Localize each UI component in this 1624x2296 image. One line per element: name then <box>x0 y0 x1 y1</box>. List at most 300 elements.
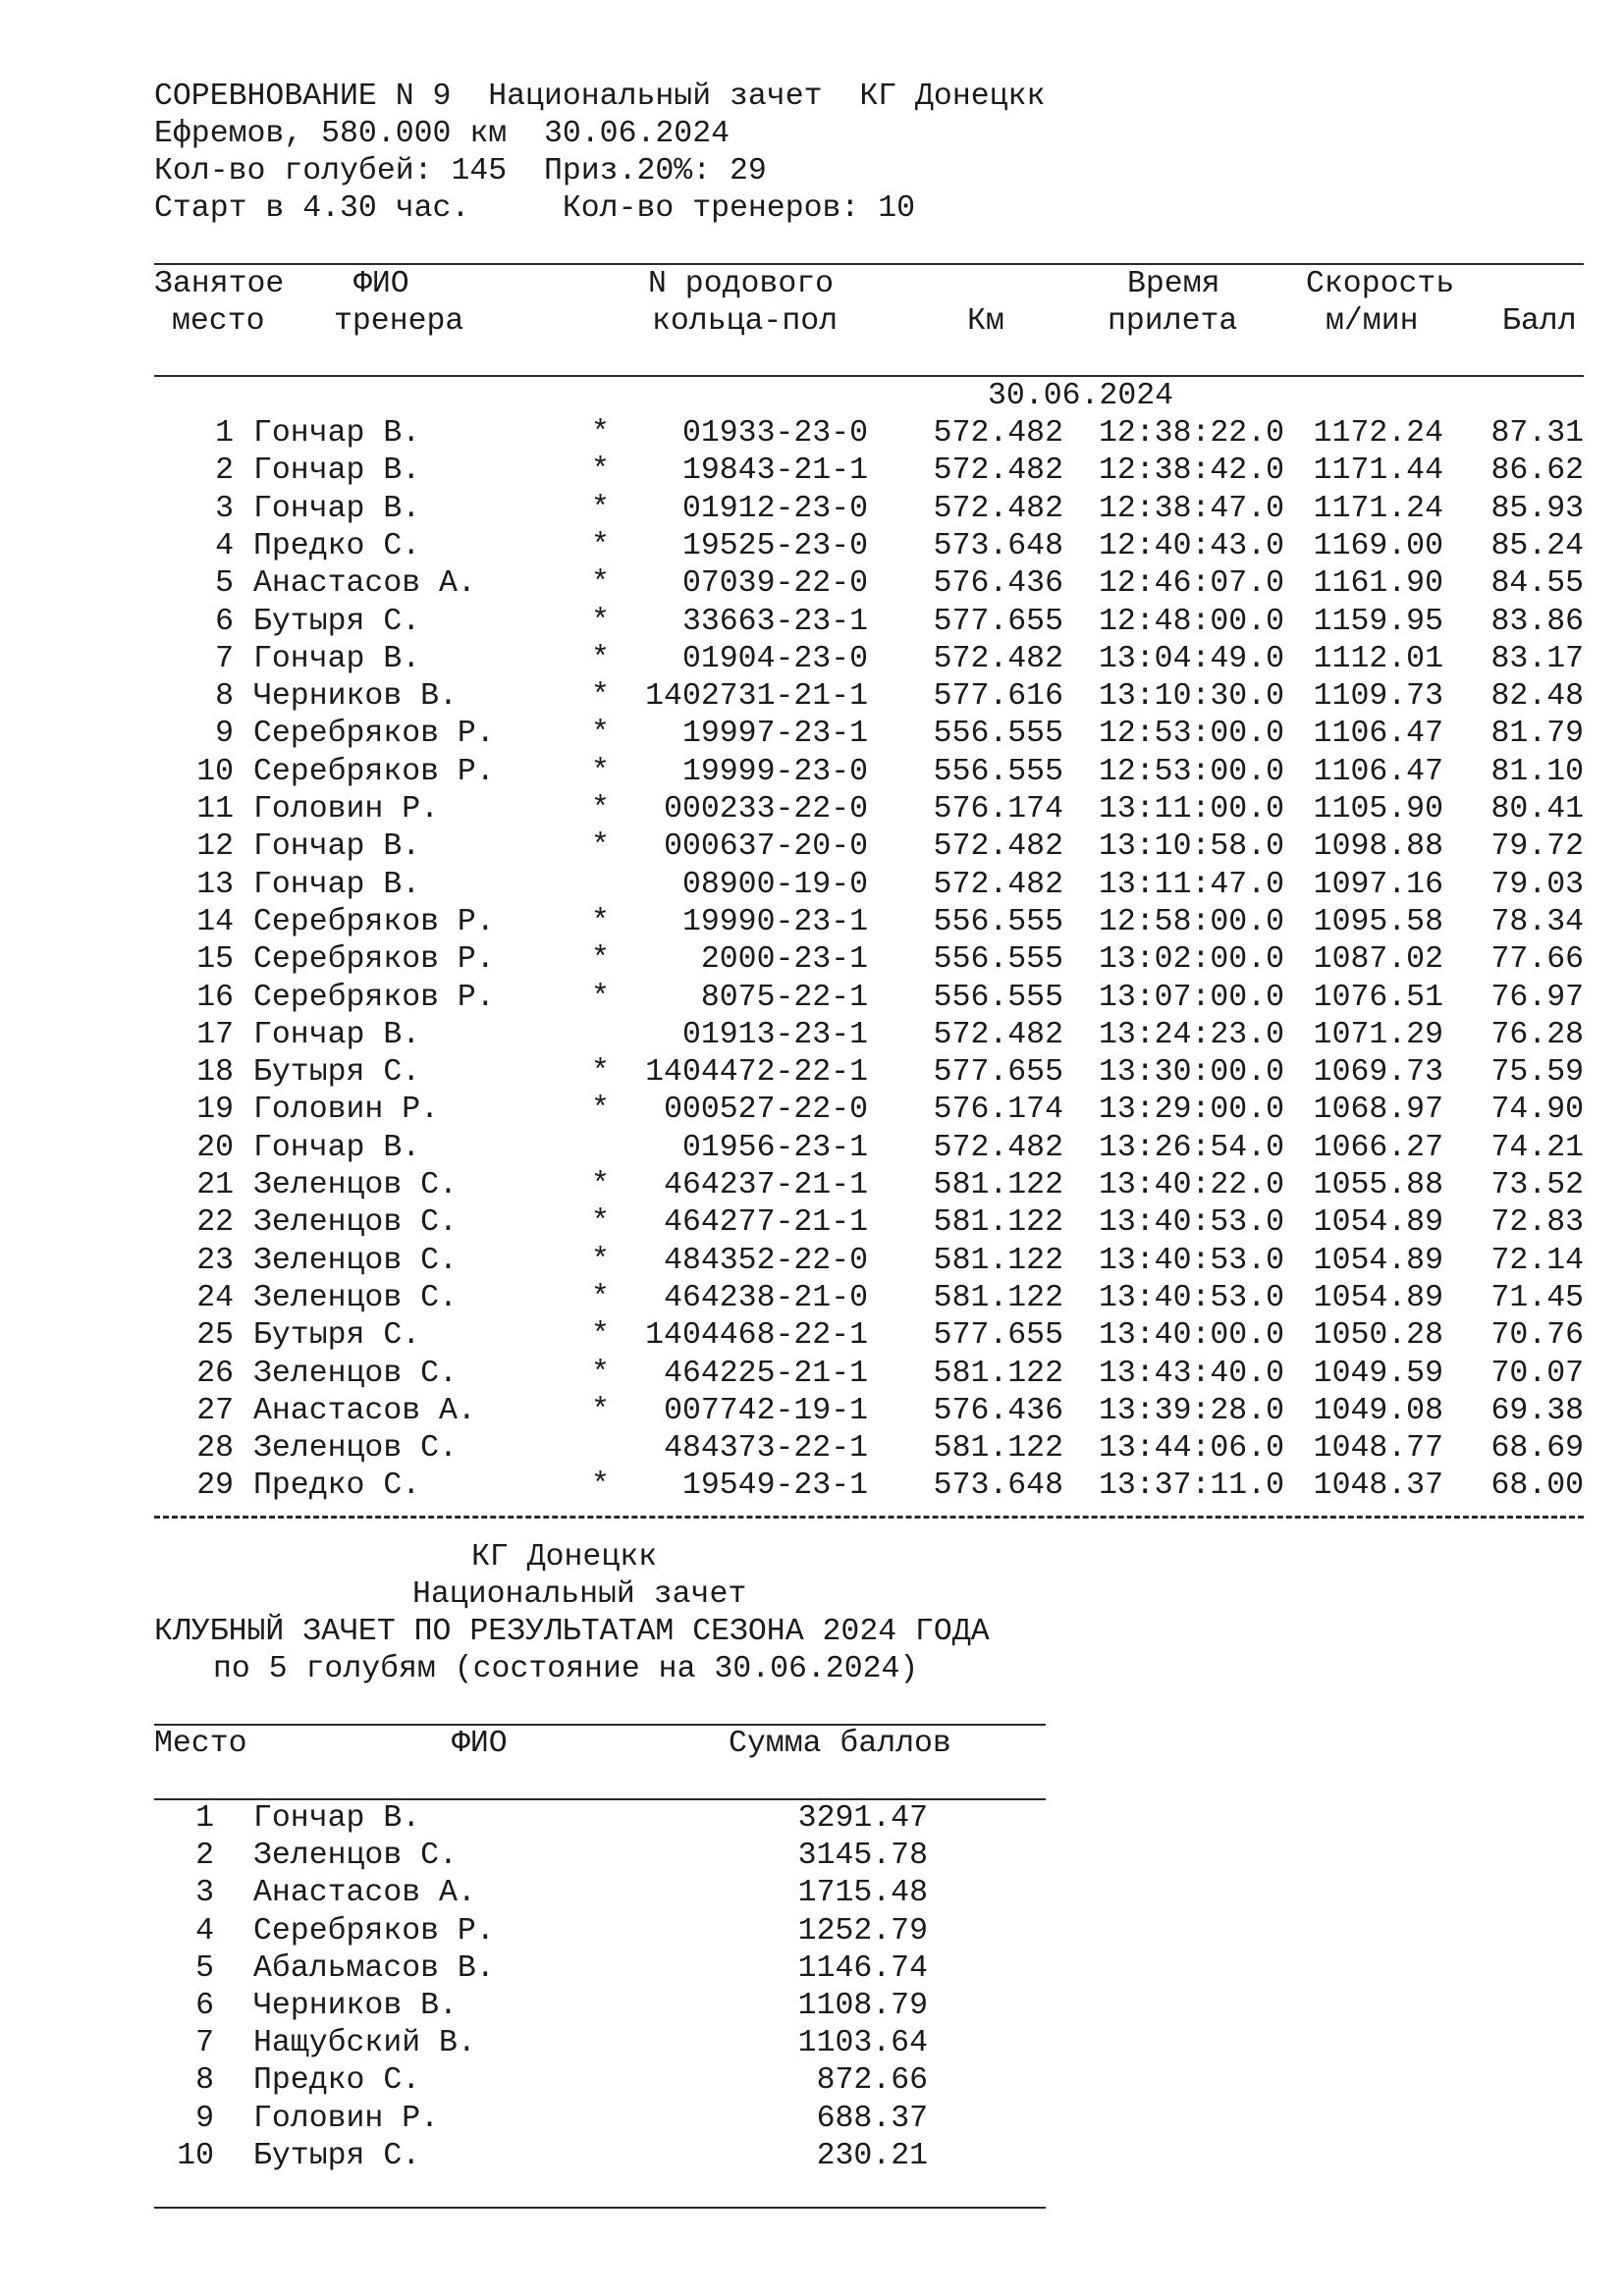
table-row <box>0 1167 1624 1204</box>
club-row-place: 10 <box>177 2138 214 2173</box>
table-row <box>0 528 1624 565</box>
row-speed: 1068.97 <box>1313 1093 1443 1128</box>
row-mark: * <box>591 641 610 676</box>
results-date-row: 30.06.2024 <box>988 379 1174 413</box>
row-arrival-time: 13:37:11.0 <box>1098 1468 1284 1504</box>
row-place: 10 <box>196 754 234 789</box>
club-row-name: Бутыря С. <box>253 2138 421 2173</box>
table-row <box>0 415 1624 453</box>
table-header-rule <box>154 375 1584 377</box>
col-header-name-2: тренера <box>334 304 464 339</box>
club-row-sum: 230.21 <box>816 2138 928 2173</box>
row-ring-number: 1402731-21-1 <box>645 679 868 715</box>
row-points: 84.55 <box>1490 566 1584 602</box>
table-row <box>0 1130 1624 1167</box>
row-speed: 1109.73 <box>1313 679 1443 715</box>
row-ring-number: 1404468-22-1 <box>645 1318 868 1354</box>
row-place: 9 <box>215 717 234 752</box>
club-row-place: 2 <box>195 1839 214 1874</box>
club-row-place: 6 <box>195 1989 214 2023</box>
club-col-header-place: Место <box>154 1727 247 1761</box>
col-header-place-2: место <box>172 304 265 339</box>
row-distance-km: 572.482 <box>933 867 1063 902</box>
club-row-sum: 3145.78 <box>797 1839 928 1874</box>
row-ring-number: 01933-23-0 <box>681 416 868 451</box>
row-mark: * <box>591 754 610 789</box>
club-row-place: 7 <box>195 2026 214 2061</box>
row-trainer-name: Гончар В. <box>253 829 421 865</box>
table-row <box>0 941 1624 979</box>
row-arrival-time: 13:40:53.0 <box>1098 1280 1284 1315</box>
row-mark: * <box>591 1356 610 1391</box>
club-row-place: 5 <box>195 1950 214 1986</box>
row-place: 18 <box>196 1055 234 1091</box>
col-header-time-2: прилета <box>1108 304 1238 339</box>
table-top-rule <box>154 263 1584 265</box>
row-place: 1 <box>215 416 234 451</box>
row-distance-km: 556.555 <box>933 904 1063 939</box>
row-ring-number: 19997-23-1 <box>681 717 868 752</box>
table-row <box>0 641 1624 678</box>
row-place: 14 <box>196 904 234 939</box>
row-distance-km: 572.482 <box>933 1017 1063 1052</box>
row-trainer-name: Анастасов А. <box>253 1393 476 1428</box>
row-trainer-name: Серебряков Р. <box>253 904 495 939</box>
club-row-sum: 1103.64 <box>797 2026 928 2061</box>
row-place: 3 <box>215 491 234 526</box>
row-points: 74.21 <box>1490 1130 1584 1165</box>
row-distance-km: 572.482 <box>933 1130 1063 1165</box>
row-distance-km: 572.482 <box>933 641 1063 676</box>
row-arrival-time: 12:53:00.0 <box>1098 717 1284 752</box>
row-trainer-name: Бутыря С. <box>253 604 421 639</box>
list-item <box>0 1838 1624 1875</box>
row-mark: * <box>591 491 610 526</box>
row-speed: 1054.89 <box>1313 1243 1443 1278</box>
row-ring-number: 000637-20-0 <box>664 829 868 865</box>
row-ring-number: 464238-21-0 <box>664 1280 868 1315</box>
row-speed: 1171.44 <box>1313 454 1443 489</box>
table-row <box>0 1017 1624 1054</box>
list-item <box>0 1875 1624 1912</box>
row-speed: 1095.58 <box>1313 904 1443 939</box>
row-speed: 1055.88 <box>1313 1168 1443 1202</box>
row-speed: 1098.88 <box>1313 829 1443 865</box>
row-distance-km: 581.122 <box>933 1431 1063 1467</box>
club-row-sum: 1252.79 <box>797 1913 928 1949</box>
row-ring-number: 01913-23-1 <box>681 1017 868 1052</box>
row-speed: 1076.51 <box>1313 980 1443 1015</box>
list-item <box>0 1988 1624 2025</box>
row-place: 13 <box>196 867 234 902</box>
row-distance-km: 573.648 <box>933 528 1063 563</box>
row-speed: 1049.08 <box>1313 1393 1443 1428</box>
row-distance-km: 572.482 <box>933 829 1063 865</box>
row-speed: 1050.28 <box>1313 1318 1443 1354</box>
row-trainer-name: Зеленцов С. <box>253 1205 458 1241</box>
row-speed: 1106.47 <box>1313 717 1443 752</box>
row-distance-km: 556.555 <box>933 754 1063 789</box>
row-trainer-name: Гончар В. <box>253 641 421 676</box>
row-trainer-name: Гончар В. <box>253 491 421 526</box>
row-arrival-time: 13:30:00.0 <box>1098 1055 1284 1091</box>
club-row-sum: 3291.47 <box>797 1801 928 1836</box>
row-points: 70.76 <box>1490 1318 1584 1354</box>
row-trainer-name: Зеленцов С. <box>253 1356 458 1391</box>
table-row <box>0 491 1624 528</box>
row-speed: 1105.90 <box>1313 792 1443 827</box>
row-mark: * <box>591 1468 610 1504</box>
row-points: 74.90 <box>1490 1093 1584 1128</box>
col-header-name-1: ФИО <box>353 267 409 301</box>
row-place: 15 <box>196 942 234 978</box>
row-arrival-time: 13:29:00.0 <box>1098 1093 1284 1128</box>
row-mark: * <box>591 1280 610 1315</box>
club-row-name: Анастасов А. <box>253 1876 476 1911</box>
club-title-1: КГ Донецкк <box>471 1540 658 1575</box>
table-row <box>0 1393 1624 1430</box>
row-mark: * <box>591 679 610 715</box>
row-speed: 1097.16 <box>1313 867 1443 902</box>
row-distance-km: 572.482 <box>933 491 1063 526</box>
row-trainer-name: Предко С. <box>253 1468 421 1504</box>
row-ring-number: 19843-21-1 <box>681 454 868 489</box>
col-header-speed-2: м/мин <box>1326 304 1419 339</box>
row-trainer-name: Гончар В. <box>253 867 421 902</box>
row-distance-km: 576.174 <box>933 792 1063 827</box>
row-trainer-name: Серебряков Р. <box>253 717 495 752</box>
row-points: 76.97 <box>1490 980 1584 1015</box>
row-points: 68.00 <box>1490 1468 1584 1504</box>
row-ring-number: 01904-23-0 <box>681 641 868 676</box>
row-mark: * <box>591 980 610 1015</box>
row-points: 87.31 <box>1490 416 1584 451</box>
row-points: 79.03 <box>1490 867 1584 902</box>
club-row-name: Черников В. <box>253 1989 458 2023</box>
row-points: 82.48 <box>1490 679 1584 715</box>
row-arrival-time: 12:40:43.0 <box>1098 528 1284 563</box>
row-place: 6 <box>215 604 234 639</box>
club-col-header-sum: Сумма баллов <box>729 1727 951 1761</box>
col-header-ring-2: кольца-пол <box>652 304 839 339</box>
row-ring-number: 01912-23-0 <box>681 491 868 526</box>
row-distance-km: 581.122 <box>933 1168 1063 1202</box>
row-speed: 1066.27 <box>1313 1130 1443 1165</box>
row-trainer-name: Серебряков Р. <box>253 754 495 789</box>
row-arrival-time: 13:10:58.0 <box>1098 829 1284 865</box>
row-mark: * <box>591 942 610 978</box>
row-distance-km: 576.436 <box>933 1393 1063 1428</box>
row-mark: * <box>591 1318 610 1354</box>
row-place: 29 <box>196 1468 234 1504</box>
release-point-line: Ефремов, 580.000 км 30.06.2024 <box>154 117 730 151</box>
table-row <box>0 453 1624 490</box>
row-mark: * <box>591 528 610 563</box>
table-row <box>0 904 1624 941</box>
row-trainer-name: Серебряков Р. <box>253 980 495 1015</box>
row-speed: 1049.59 <box>1313 1356 1443 1391</box>
row-distance-km: 556.555 <box>933 980 1063 1015</box>
col-header-speed-1: Скорость <box>1306 267 1455 301</box>
club-row-place: 1 <box>195 1801 214 1836</box>
club-row-name: Нащубский В. <box>253 2026 476 2061</box>
row-points: 81.79 <box>1490 717 1584 752</box>
row-arrival-time: 12:53:00.0 <box>1098 754 1284 789</box>
row-ring-number: 464277-21-1 <box>664 1205 868 1241</box>
row-distance-km: 581.122 <box>933 1280 1063 1315</box>
row-trainer-name: Гончар В. <box>253 416 421 451</box>
row-ring-number: 01956-23-1 <box>681 1130 868 1165</box>
row-ring-number: 464237-21-1 <box>664 1168 868 1202</box>
col-header-ring-1: N родового <box>648 267 835 301</box>
row-place: 16 <box>196 980 234 1015</box>
row-place: 8 <box>215 679 234 715</box>
table-row <box>0 754 1624 791</box>
row-points: 76.28 <box>1490 1017 1584 1052</box>
row-points: 78.34 <box>1490 904 1584 939</box>
row-speed: 1159.95 <box>1313 604 1443 639</box>
row-points: 72.14 <box>1490 1243 1584 1278</box>
row-points: 69.38 <box>1490 1393 1584 1428</box>
row-speed: 1171.24 <box>1313 491 1443 526</box>
row-speed: 1087.02 <box>1313 942 1443 978</box>
row-trainer-name: Бутыря С. <box>253 1055 421 1091</box>
row-distance-km: 581.122 <box>933 1243 1063 1278</box>
row-place: 23 <box>196 1243 234 1278</box>
row-ring-number: 484352-22-0 <box>664 1243 868 1278</box>
row-speed: 1048.77 <box>1313 1431 1443 1467</box>
row-distance-km: 576.436 <box>933 566 1063 602</box>
row-arrival-time: 13:39:28.0 <box>1098 1393 1284 1428</box>
club-row-sum: 1146.74 <box>797 1950 928 1986</box>
row-arrival-time: 13:40:53.0 <box>1098 1205 1284 1241</box>
row-trainer-name: Зеленцов С. <box>253 1168 458 1202</box>
row-speed: 1106.47 <box>1313 754 1443 789</box>
row-points: 75.59 <box>1490 1055 1584 1091</box>
club-row-place: 8 <box>195 2063 214 2099</box>
row-arrival-time: 12:48:00.0 <box>1098 604 1284 639</box>
row-place: 4 <box>215 528 234 563</box>
row-ring-number: 464225-21-1 <box>664 1356 868 1391</box>
row-trainer-name: Бутыря С. <box>253 1318 421 1354</box>
row-mark: * <box>591 1093 610 1128</box>
row-arrival-time: 13:40:22.0 <box>1098 1168 1284 1202</box>
row-arrival-time: 12:46:07.0 <box>1098 566 1284 602</box>
club-col-header-name: ФИО <box>452 1727 508 1761</box>
table-row <box>0 1054 1624 1092</box>
row-trainer-name: Головин Р. <box>253 792 440 827</box>
row-points: 72.83 <box>1490 1205 1584 1241</box>
club-row-name: Абальмасов В. <box>253 1950 495 1986</box>
row-speed: 1054.89 <box>1313 1205 1443 1241</box>
table-row <box>0 1317 1624 1355</box>
row-distance-km: 576.174 <box>933 1093 1063 1128</box>
row-mark: * <box>591 792 610 827</box>
row-arrival-time: 13:44:06.0 <box>1098 1431 1284 1467</box>
row-ring-number: 007742-19-1 <box>664 1393 868 1428</box>
table-row <box>0 791 1624 828</box>
row-trainer-name: Зеленцов С. <box>253 1431 458 1467</box>
row-speed: 1054.89 <box>1313 1280 1443 1315</box>
row-points: 85.93 <box>1490 491 1584 526</box>
row-place: 20 <box>196 1130 234 1165</box>
club-row-name: Зеленцов С. <box>253 1839 458 1874</box>
row-distance-km: 577.655 <box>933 604 1063 639</box>
club-title-3: КЛУБНЫЙ ЗАЧЕТ ПО РЕЗУЛЬТАТАМ СЕЗОНА 2024 ГОДА <box>154 1615 990 1649</box>
row-distance-km: 577.655 <box>933 1318 1063 1354</box>
table-row <box>0 980 1624 1017</box>
row-arrival-time: 13:43:40.0 <box>1098 1356 1284 1391</box>
row-trainer-name: Предко С. <box>253 528 421 563</box>
row-trainer-name: Зеленцов С. <box>253 1243 458 1278</box>
row-mark: * <box>591 904 610 939</box>
row-arrival-time: 12:38:22.0 <box>1098 416 1284 451</box>
row-trainer-name: Серебряков Р. <box>253 942 495 978</box>
list-item <box>0 1800 1624 1838</box>
table-row <box>0 1092 1624 1129</box>
row-place: 7 <box>215 641 234 676</box>
row-speed: 1169.00 <box>1313 528 1443 563</box>
row-points: 79.72 <box>1490 829 1584 865</box>
row-arrival-time: 12:58:00.0 <box>1098 904 1284 939</box>
row-arrival-time: 12:38:47.0 <box>1098 491 1284 526</box>
row-distance-km: 572.482 <box>933 416 1063 451</box>
row-arrival-time: 13:26:54.0 <box>1098 1130 1284 1165</box>
row-mark: * <box>591 1243 610 1278</box>
col-header-time-1: Время <box>1127 267 1220 301</box>
row-place: 22 <box>196 1205 234 1241</box>
row-points: 80.41 <box>1490 792 1584 827</box>
club-row-name: Серебряков Р. <box>253 1913 495 1949</box>
list-item <box>0 2062 1624 2100</box>
table-row <box>0 1468 1624 1505</box>
club-row-sum: 872.66 <box>816 2063 928 2099</box>
club-row-sum: 688.37 <box>816 2101 928 2136</box>
row-trainer-name: Анастасов А. <box>253 566 476 602</box>
row-points: 85.24 <box>1490 528 1584 563</box>
row-ring-number: 000233-22-0 <box>664 792 868 827</box>
row-points: 86.62 <box>1490 454 1584 489</box>
club-title-4: по 5 голубям (состояние на 30.06.2024) <box>213 1652 919 1686</box>
row-distance-km: 581.122 <box>933 1205 1063 1241</box>
row-mark: * <box>591 454 610 489</box>
table-row <box>0 1356 1624 1393</box>
table-row <box>0 604 1624 641</box>
table-row <box>0 1243 1624 1280</box>
row-mark: * <box>591 604 610 639</box>
row-arrival-time: 13:40:00.0 <box>1098 1318 1284 1354</box>
row-ring-number: 19525-23-0 <box>681 528 868 563</box>
row-speed: 1069.73 <box>1313 1055 1443 1091</box>
row-mark: * <box>591 829 610 865</box>
row-ring-number: 8075-22-1 <box>700 980 868 1015</box>
competition-title: СОРЕВНОВАНИЕ N 9 Национальный зачет КГ Донецкк <box>154 80 1046 114</box>
table-row <box>0 867 1624 904</box>
row-distance-km: 573.648 <box>933 1468 1063 1504</box>
row-place: 26 <box>196 1356 234 1391</box>
club-title-2: Национальный зачет <box>412 1577 747 1612</box>
row-ring-number: 1404472-22-1 <box>645 1055 868 1091</box>
row-points: 81.10 <box>1490 754 1584 789</box>
club-row-place: 9 <box>195 2101 214 2136</box>
row-speed: 1071.29 <box>1313 1017 1443 1052</box>
table-bottom-dashed-rule <box>154 1516 1584 1519</box>
list-item <box>0 2101 1624 2138</box>
row-mark: * <box>591 1168 610 1202</box>
row-arrival-time: 13:24:23.0 <box>1098 1017 1284 1052</box>
table-row <box>0 678 1624 716</box>
row-place: 5 <box>215 566 234 602</box>
table-row <box>0 1280 1624 1317</box>
row-mark: * <box>591 717 610 752</box>
row-points: 83.17 <box>1490 641 1584 676</box>
row-speed: 1161.90 <box>1313 566 1443 602</box>
row-trainer-name: Головин Р. <box>253 1093 440 1128</box>
list-item <box>0 1950 1624 1988</box>
list-item <box>0 1913 1624 1950</box>
row-distance-km: 577.616 <box>933 679 1063 715</box>
row-points: 71.45 <box>1490 1280 1584 1315</box>
club-row-place: 3 <box>195 1876 214 1911</box>
club-row-name: Предко С. <box>253 2063 421 2099</box>
col-header-km: Км <box>967 304 1004 339</box>
row-distance-km: 581.122 <box>933 1356 1063 1391</box>
table-row <box>0 716 1624 753</box>
row-ring-number: 19549-23-1 <box>681 1468 868 1504</box>
row-mark: * <box>591 1205 610 1241</box>
row-ring-number: 19990-23-1 <box>681 904 868 939</box>
row-place: 12 <box>196 829 234 865</box>
row-points: 77.66 <box>1490 942 1584 978</box>
row-speed: 1112.01 <box>1313 641 1443 676</box>
pigeon-count-line: Кол-во голубей: 145 Приз.20%: 29 <box>154 154 767 188</box>
row-points: 70.07 <box>1490 1356 1584 1391</box>
row-ring-number: 08900-19-0 <box>681 867 868 902</box>
club-row-name: Гончар В. <box>253 1801 421 1836</box>
row-arrival-time: 13:11:00.0 <box>1098 792 1284 827</box>
row-mark: * <box>591 1393 610 1428</box>
row-mark: * <box>591 1055 610 1091</box>
row-distance-km: 556.555 <box>933 942 1063 978</box>
row-place: 21 <box>196 1168 234 1202</box>
row-trainer-name: Гончар В. <box>253 454 421 489</box>
row-ring-number: 07039-22-0 <box>681 566 868 602</box>
row-arrival-time: 13:07:00.0 <box>1098 980 1284 1015</box>
row-ring-number: 484373-22-1 <box>664 1431 868 1467</box>
row-speed: 1172.24 <box>1313 416 1443 451</box>
row-ring-number: 2000-23-1 <box>700 942 868 978</box>
row-trainer-name: Гончар В. <box>253 1017 421 1052</box>
row-distance-km: 577.655 <box>933 1055 1063 1091</box>
row-place: 24 <box>196 1280 234 1315</box>
row-mark: * <box>591 566 610 602</box>
row-ring-number: 000527-22-0 <box>664 1093 868 1128</box>
row-arrival-time: 12:38:42.0 <box>1098 454 1284 489</box>
row-place: 28 <box>196 1431 234 1467</box>
table-row <box>0 565 1624 603</box>
row-place: 17 <box>196 1017 234 1052</box>
club-row-name: Головин Р. <box>253 2101 440 2136</box>
row-arrival-time: 13:02:00.0 <box>1098 942 1284 978</box>
row-ring-number: 19999-23-0 <box>681 754 868 789</box>
row-place: 2 <box>215 454 234 489</box>
col-header-place-1: Занятое <box>154 267 285 301</box>
club-row-sum: 1108.79 <box>797 1989 928 2023</box>
row-arrival-time: 13:11:47.0 <box>1098 867 1284 902</box>
table-row <box>0 1204 1624 1242</box>
row-points: 73.52 <box>1490 1168 1584 1202</box>
row-trainer-name: Зеленцов С. <box>253 1280 458 1315</box>
